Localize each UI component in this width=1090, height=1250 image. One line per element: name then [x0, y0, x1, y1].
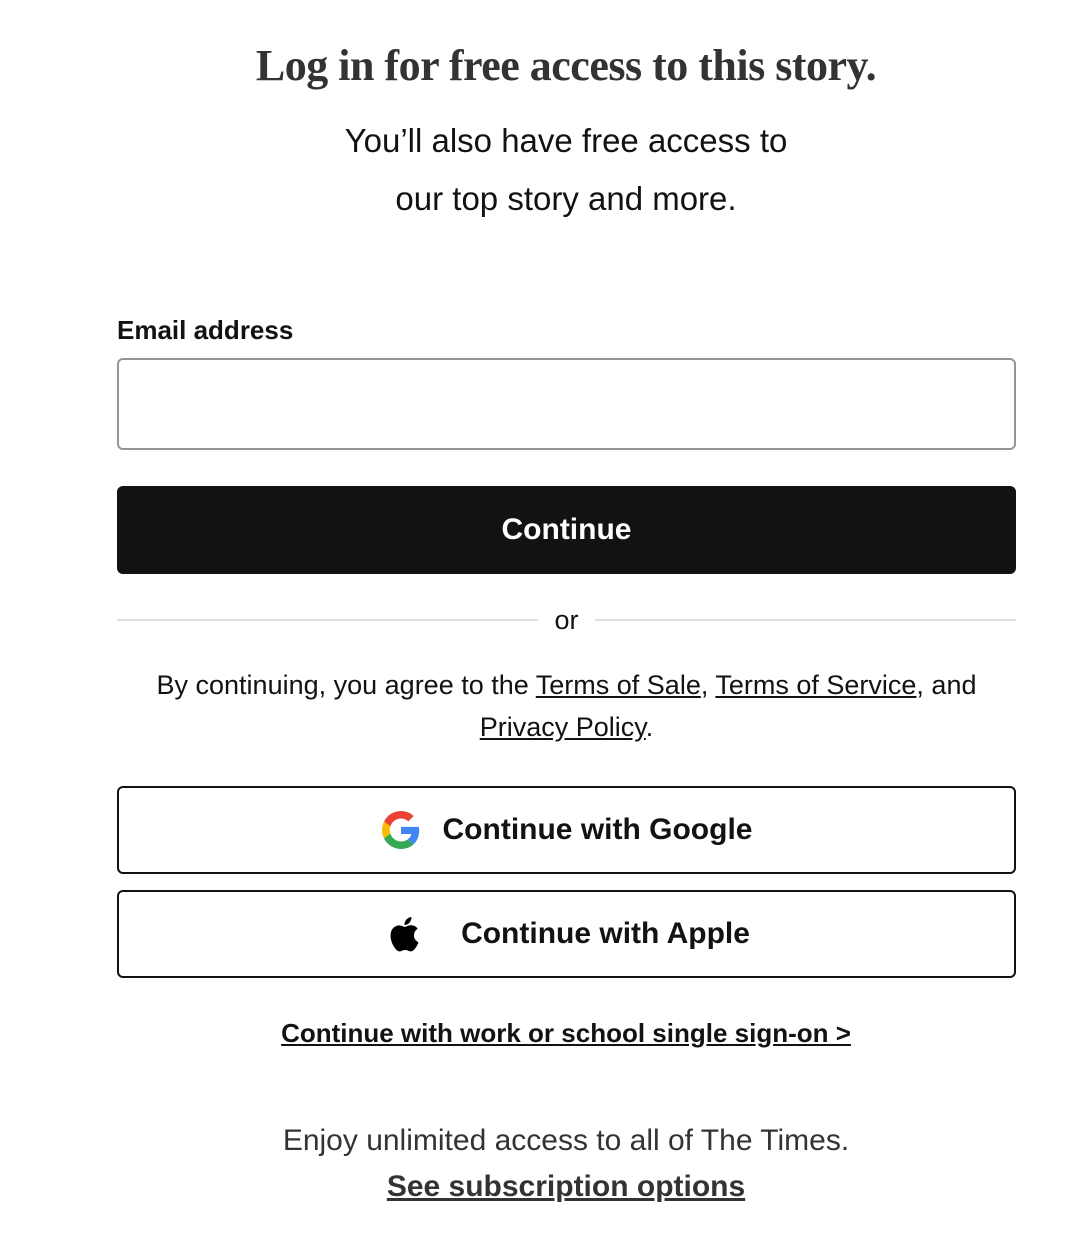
- email-input[interactable]: [117, 358, 1016, 450]
- terms-of-sale-link[interactable]: Terms of Sale: [535, 670, 701, 700]
- terms-and: , and: [916, 670, 977, 700]
- continue-with-google-button[interactable]: [117, 786, 1016, 874]
- or-divider: [117, 600, 1016, 640]
- page-subtitle: [0, 112, 1090, 228]
- subtitle-line-2: our top story and more.: [395, 180, 737, 217]
- unlimited-access-text: Enjoy unlimited access to all of The Times.: [282, 1124, 850, 1157]
- sso-link-container: [0, 1014, 1090, 1052]
- email-label: Email address: [117, 315, 294, 345]
- terms-suffix: .: [645, 712, 654, 742]
- work-school-sso-link[interactable]: Continue with work or school single sign-on >: [281, 1018, 851, 1048]
- terms-of-service-link[interactable]: Terms of Service: [715, 670, 917, 700]
- terms-separator: ,: [700, 670, 716, 700]
- apple-button-label: Continue with Apple: [461, 917, 750, 950]
- terms-prefix: By continuing, you agree to the: [156, 670, 536, 700]
- or-text: or: [554, 605, 579, 635]
- subscription-link-container: [0, 1166, 1090, 1208]
- apple-icon: [383, 914, 423, 954]
- see-subscription-options-link[interactable]: See subscription options: [386, 1170, 746, 1203]
- terms-notice: [117, 664, 1016, 748]
- continue-button[interactable]: Continue: [117, 486, 1016, 574]
- google-icon: [381, 810, 421, 850]
- divider-line-right: [595, 619, 1016, 621]
- google-button-label: Continue with Google: [442, 813, 753, 846]
- page-title: Log in for free access to this story.: [255, 41, 877, 90]
- subtitle-line-1: You’ll also have free access to: [344, 122, 788, 159]
- divider-line-left: [117, 619, 538, 621]
- continue-with-apple-button[interactable]: [117, 890, 1016, 978]
- privacy-policy-link[interactable]: Privacy Policy: [479, 712, 646, 742]
